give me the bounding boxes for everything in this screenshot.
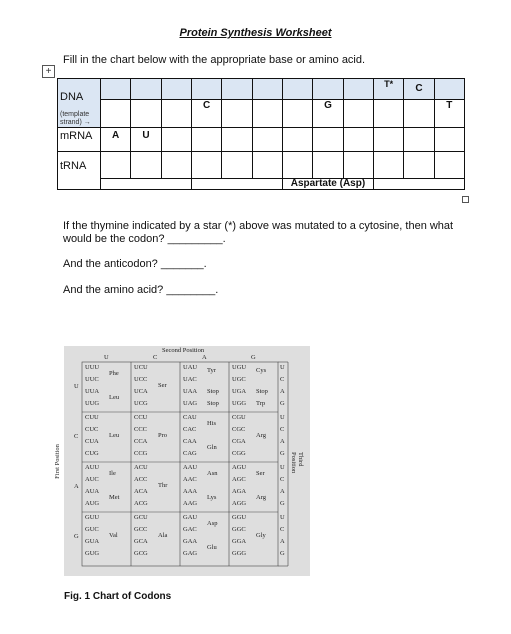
codon-label: AUU xyxy=(85,464,100,471)
codon-label: GCG xyxy=(134,550,148,557)
codon-label: CGU xyxy=(232,414,246,421)
amino-acid-label: Gly xyxy=(256,532,266,539)
amino-acid-label: Tyr xyxy=(207,367,216,374)
codon-label: CGA xyxy=(232,438,246,445)
amino-acid-label: Gln xyxy=(207,444,217,451)
third-base-label: C xyxy=(280,426,285,433)
codon-label: UGA xyxy=(232,388,247,395)
dna-cell[interactable] xyxy=(313,79,343,100)
codon-label: UAC xyxy=(183,376,197,383)
amino-acid-label: Lys xyxy=(207,494,217,501)
codon-label: AAA xyxy=(183,488,198,495)
codon-label: CCA xyxy=(134,438,148,445)
dna-cell[interactable] xyxy=(222,99,252,127)
codon-label: GUC xyxy=(85,526,99,533)
trna-cell[interactable] xyxy=(282,152,312,179)
codon-label: GAU xyxy=(183,514,198,521)
codon-label: GCC xyxy=(134,526,148,533)
codon-label: GUG xyxy=(85,550,100,557)
mrna-cell[interactable] xyxy=(252,128,282,152)
codon-label: GAC xyxy=(183,526,197,533)
codon-label: GGA xyxy=(232,538,247,545)
dna-cell[interactable] xyxy=(191,79,221,100)
second-base-label: U xyxy=(104,354,109,361)
codon-label: AUG xyxy=(85,500,100,507)
dna-cell[interactable] xyxy=(343,99,373,127)
first-position-label: First Position xyxy=(53,444,61,479)
amino-acid-label: Trp xyxy=(256,400,266,407)
codon-label: GAG xyxy=(183,550,198,557)
third-base-label: G xyxy=(280,500,285,507)
dna-cell[interactable] xyxy=(101,99,131,127)
first-base-label: C xyxy=(74,433,79,440)
codon-label: UCA xyxy=(134,388,148,395)
codon-label: UUA xyxy=(85,388,100,395)
codon-label: UCC xyxy=(134,376,148,383)
trna-cell[interactable] xyxy=(252,152,282,179)
third-base-label: A xyxy=(280,538,285,545)
worksheet-title: Protein Synthesis Worksheet xyxy=(179,27,332,39)
amino-acid-label: Arg xyxy=(256,432,266,439)
trna-cell[interactable] xyxy=(222,152,252,179)
codon-label: GUA xyxy=(85,538,100,545)
mrna-label: mRNA xyxy=(58,128,101,152)
amino-acid-label: Asp xyxy=(207,520,218,527)
amino-acid-label: Leu xyxy=(109,432,120,439)
amino-acid-cell[interactable] xyxy=(191,179,282,190)
dna-row-label xyxy=(58,79,101,128)
trna-cell[interactable] xyxy=(101,152,131,179)
codon-label: AGA xyxy=(232,488,247,495)
trna-cell[interactable] xyxy=(343,152,373,179)
question-amino-acid: And the amino acid? ________. xyxy=(63,284,219,296)
amino-acid-label: Pro xyxy=(158,432,168,439)
mrna-cell[interactable]: A xyxy=(101,128,131,152)
codon-label: CCC xyxy=(134,426,148,433)
third-base-label: G xyxy=(280,400,285,407)
codon-label: GCU xyxy=(134,514,148,521)
codon-label: AAC xyxy=(183,476,197,483)
second-base-label: C xyxy=(153,354,158,361)
amino-acid-cell[interactable] xyxy=(373,179,464,190)
trna-label: tRNA xyxy=(58,152,101,190)
amino-acid-label: Glu xyxy=(207,544,217,551)
trna-cell[interactable] xyxy=(313,152,343,179)
codon-label: ACA xyxy=(134,488,148,495)
codon-label: ACG xyxy=(134,500,148,507)
codon-label: CUC xyxy=(85,426,99,433)
codon-label: GGU xyxy=(232,514,247,521)
third-base-label: C xyxy=(280,376,285,383)
mrna-cell[interactable] xyxy=(404,128,434,152)
trna-cell[interactable] xyxy=(404,152,434,179)
table-resize-handle[interactable] xyxy=(462,196,469,203)
trna-cell[interactable] xyxy=(161,152,191,179)
dna-cell[interactable] xyxy=(131,99,161,127)
codon-label: UUG xyxy=(85,400,100,407)
question-codon xyxy=(63,220,453,246)
codon-label: UAA xyxy=(183,388,198,395)
third-base-label: U xyxy=(280,514,285,521)
third-base-label: C xyxy=(280,476,285,483)
dna-cell[interactable] xyxy=(101,79,131,100)
amino-acid-label: Thr xyxy=(158,482,168,489)
instructions-text: Fill in the chart below with the appropriate base or amino acid. xyxy=(63,54,366,66)
amino-acid-aspartate[interactable]: Aspartate (Asp) xyxy=(282,179,373,190)
codon-label: UGC xyxy=(232,376,246,383)
third-base-label: U xyxy=(280,364,285,371)
amino-acid-label: Stop xyxy=(256,388,268,395)
codon-label: UGU xyxy=(232,364,247,371)
codon-label: UUU xyxy=(85,364,100,371)
codon-label: CCU xyxy=(134,414,148,421)
third-base-label: U xyxy=(280,464,285,471)
dna-cell[interactable] xyxy=(404,99,434,127)
codon-label: UGG xyxy=(232,400,247,407)
third-base-label: C xyxy=(280,526,285,533)
second-base-label: G xyxy=(251,354,256,361)
amino-acid-label: Ala xyxy=(158,532,168,539)
dna-cell[interactable]: C xyxy=(191,99,221,127)
second-base-label: A xyxy=(202,354,207,361)
codon-label: AGU xyxy=(232,464,247,471)
dna-cell-starred[interactable]: T* xyxy=(373,79,403,100)
dna-cell[interactable] xyxy=(252,99,282,127)
first-base-label: U xyxy=(74,383,79,390)
amino-acid-label: Met xyxy=(109,494,120,501)
dna-cell[interactable]: C xyxy=(404,79,434,100)
dna-label: DNA xyxy=(60,91,84,103)
amino-acid-label: Arg xyxy=(256,494,266,501)
codon-label: UAG xyxy=(183,400,198,407)
codon-label: UCU xyxy=(134,364,148,371)
amino-acid-label: Leu xyxy=(109,394,120,401)
dna-cell[interactable] xyxy=(282,99,312,127)
question-anticodon: And the anticodon? _______. xyxy=(63,258,207,270)
third-base-label: A xyxy=(280,438,285,445)
codon-label: AGG xyxy=(232,500,247,507)
third-base-label: A xyxy=(280,388,285,395)
trna-cell[interactable] xyxy=(373,152,403,179)
dna-cell[interactable]: G xyxy=(313,99,343,127)
codon-label: GUU xyxy=(85,514,100,521)
third-position-label: Third Position xyxy=(290,452,304,474)
dna-cell[interactable] xyxy=(161,99,191,127)
codon-label: CUU xyxy=(85,414,99,421)
codon-label: ACU xyxy=(134,464,148,471)
codon-label: AAG xyxy=(183,500,198,507)
mrna-cell[interactable]: U xyxy=(131,128,161,152)
amino-acid-label: Stop xyxy=(207,388,219,395)
codon-label: CGG xyxy=(232,450,246,457)
amino-acid-label: Val xyxy=(109,532,118,539)
dna-cell[interactable] xyxy=(343,79,373,100)
dna-cell[interactable] xyxy=(282,79,312,100)
first-base-label: A xyxy=(74,483,79,490)
synthesis-table xyxy=(57,78,465,190)
dna-cell[interactable]: T xyxy=(434,99,464,127)
figure-caption: Fig. 1 Chart of Codons xyxy=(64,591,172,602)
codon-label: UAU xyxy=(183,364,198,371)
mrna-cell[interactable] xyxy=(373,128,403,152)
dna-cell[interactable] xyxy=(373,99,403,127)
codon-label: AUA xyxy=(85,488,100,495)
dna-cell[interactable] xyxy=(131,79,161,100)
second-position-label: Second Position xyxy=(162,347,205,354)
codon-label: AUC xyxy=(85,476,99,483)
question-codon-line1: If the thymine indicated by a star (*) above was mutated to a cytosine, then what xyxy=(63,220,454,232)
question-codon-line2: would be the codon? _________. xyxy=(63,233,226,245)
first-base-label: G xyxy=(74,533,79,540)
template-strand-note: (template strand) → xyxy=(60,111,91,126)
mrna-cell[interactable] xyxy=(282,128,312,152)
codon-label: CAC xyxy=(183,426,197,433)
trna-cell[interactable] xyxy=(131,152,161,179)
third-base-label: A xyxy=(280,488,285,495)
table-move-handle[interactable]: + xyxy=(42,65,55,78)
amino-acid-label: His xyxy=(207,420,217,427)
codon-label: CAG xyxy=(183,450,197,457)
mrna-cell[interactable] xyxy=(313,128,343,152)
codon-label: AAU xyxy=(183,464,198,471)
codon-label: AGC xyxy=(232,476,246,483)
codon-label: CCG xyxy=(134,450,148,457)
codon-label: CAU xyxy=(183,414,197,421)
codon-label: GGG xyxy=(232,550,247,557)
codon-label: CUA xyxy=(85,438,99,445)
dna-cell[interactable] xyxy=(161,79,191,100)
dna-cell[interactable] xyxy=(434,79,464,100)
dna-cell[interactable] xyxy=(222,79,252,100)
amino-acid-label: Stop xyxy=(207,400,219,407)
dna-cell[interactable] xyxy=(252,79,282,100)
mrna-cell[interactable] xyxy=(191,128,221,152)
amino-acid-label: Ile xyxy=(109,470,116,477)
codon-label: UCG xyxy=(134,400,148,407)
codon-label: GAA xyxy=(183,538,198,545)
third-base-label: U xyxy=(280,414,285,421)
amino-acid-label: Ser xyxy=(256,470,265,477)
trna-cell[interactable] xyxy=(191,152,221,179)
codon-label: UUC xyxy=(85,376,99,383)
third-base-label: G xyxy=(280,450,285,457)
codon-label: GGC xyxy=(232,526,246,533)
amino-acid-label: Cys xyxy=(256,367,267,374)
codon-label: CAA xyxy=(183,438,197,445)
codon-label: ACC xyxy=(134,476,148,483)
mrna-cell[interactable] xyxy=(343,128,373,152)
amino-acid-label: Phe xyxy=(109,370,119,377)
codon-chart-image xyxy=(53,346,310,576)
mrna-cell[interactable] xyxy=(222,128,252,152)
codon-label: CGC xyxy=(232,426,246,433)
amino-acid-label: Asn xyxy=(207,470,218,477)
amino-acid-label: Ser xyxy=(158,382,167,389)
codon-label: GCA xyxy=(134,538,148,545)
codon-label: CUG xyxy=(85,450,99,457)
amino-acid-cell[interactable] xyxy=(101,179,192,190)
third-base-label: G xyxy=(280,550,285,557)
mrna-cell[interactable] xyxy=(161,128,191,152)
mrna-cell[interactable] xyxy=(434,128,464,152)
trna-cell[interactable] xyxy=(434,152,464,179)
